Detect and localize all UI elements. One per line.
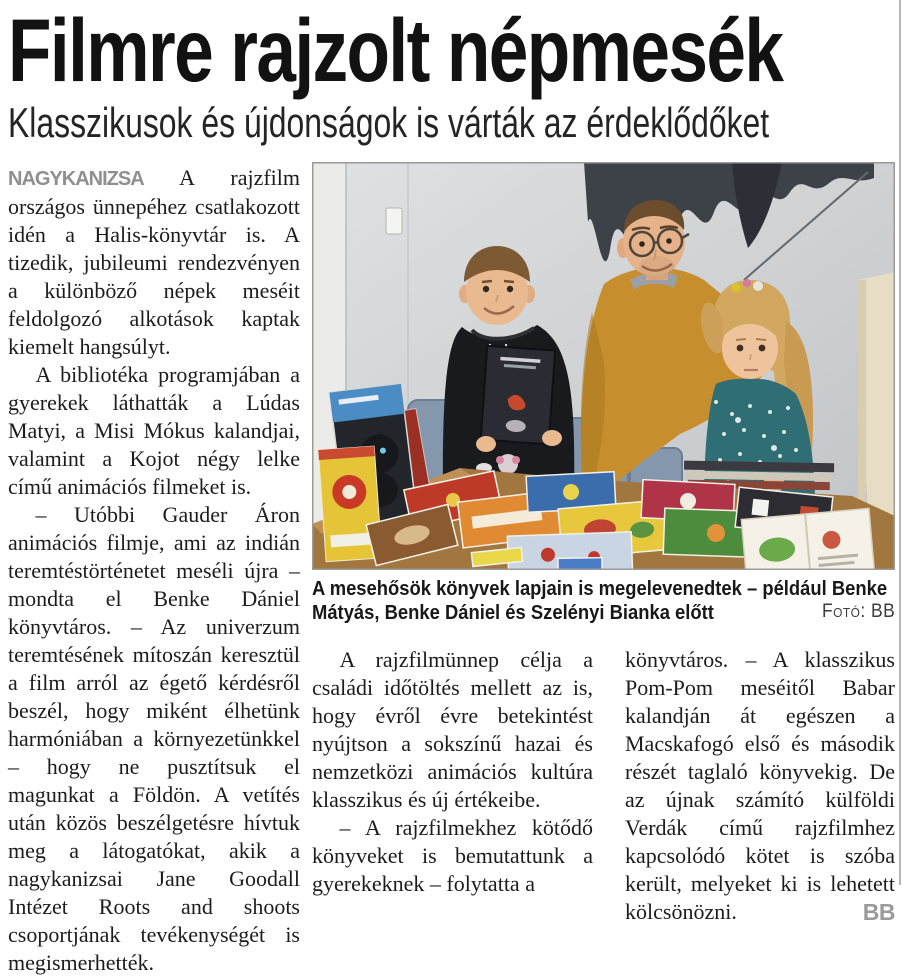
- article-headline: Filmre rajzolt népmesék: [8, 0, 783, 100]
- photo-credit: [822, 600, 895, 624]
- open-book: [741, 508, 874, 570]
- paragraph: A rajzfilmünnep célja a családi időtöltés mellett az is, hogy évről évre betekintést nyújtson a sokszínű hazai és nemzetközi animációs kultúra klasszikus és új értékeibe.: [312, 647, 593, 812]
- article-column-middle: [312, 646, 593, 898]
- article-photo: [312, 162, 895, 570]
- paragraph-text: A rajzfilm országos ünnepéhez csatlakozott idén a Halis-könyvtár is. A tizedik, jubileumi rendezvényen a különböző népek meséit feldolgozó alkotások kaptak kiemelt hangsúlyt.: [8, 165, 300, 359]
- page-edge-rule: [899, 0, 901, 885]
- paragraph: [8, 164, 300, 361]
- author-signature: BB: [862, 899, 895, 925]
- photo-caption-text: A mesehősök könyvek lapjain is megelevenedtek – például Benke Mátyás, Benke Dániel és Szelényi Bianka előtt: [312, 578, 888, 624]
- article-column-right: [625, 646, 895, 926]
- article-column-left: [8, 164, 300, 977]
- photo-caption: [312, 577, 895, 625]
- paragraph: [625, 646, 895, 926]
- article-subheadline: Klasszikusok és újdonságok is várták az érdeklődőket: [8, 99, 770, 146]
- photo-illustration: [312, 162, 895, 570]
- photo-credit-label: Fotó:: [821, 601, 866, 622]
- paragraph: – A rajzfilmekhez kötődő könyveket is bemutattunk a gyerekeknek – folytatta a: [312, 815, 593, 896]
- paragraph: – Utóbbi Gauder Áron animációs filmje, ami az indián teremtéstörténetet meséli újra – mondta el Benke Dániel könyvtáros. – Az univerzum teremtésének mítoszán keresztül a film arról az égető kérdésről beszél, hogy miként élhetünk harmóniában a környezetünkkel – hogy ne pusztítsuk el magunkat a Földön. A vetítés után közös beszélgetésre hívtuk meg a látogatókat, akik a nagykanizsai Jane Goodall Intézet Roots and shoots csoportjának tevékenységét is megismerhették.: [8, 502, 300, 975]
- book-in-hands: [481, 346, 555, 445]
- photo-credit-name: BB: [871, 601, 896, 622]
- light-switch: [386, 208, 402, 234]
- paragraph: A bibliotéka programjában a gyerekek láthatták a Lúdas Matyi, a Misi Mókus kalandjai, valamint a Kojot négy lelke című animációs filmeket is.: [8, 362, 300, 499]
- paragraph-text: könyvtáros. – A klasszikus Pom-Pom meséitől Babar kalandján át egészen a Macskafogó első és második részét taglaló könyvekig. De az újnak számító külföldi Verdák című rajzfilmhez kapcsolódó kötet is szóba került, melyeket ki is lehetett kölcsönözni.: [625, 647, 895, 924]
- dateline-location: NAGYKANIZSA: [8, 168, 144, 190]
